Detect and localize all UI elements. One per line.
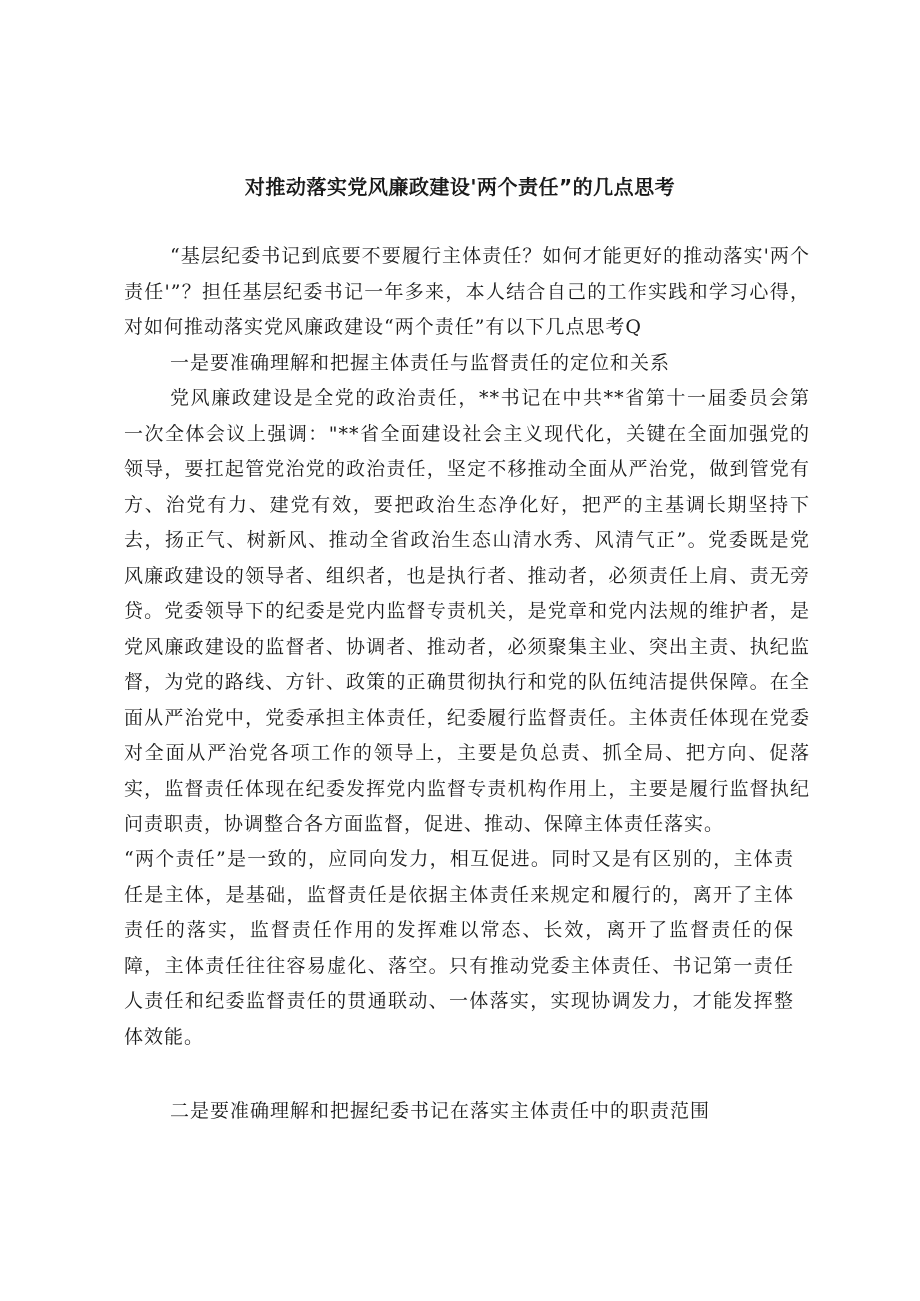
section-heading-2: 二是要准确理解和把握纪委书记在落实主体责任中的职责范围 — [170, 1100, 711, 1122]
body-paragraph-2: “两个责任”是一致的，应同向发力，相互促进。同时又是有区别的，主体责任是主体，是基础，监督责任是依据主体责任来规定和履行的，离开了主体责任的落实，监督责任作用的发挥难以常态、长效，离开了监督责任的保障，主体责任往往容易虚化、落空。只有推动党委主体责任、书记第一责任人责任和纪委监督责任的贯通联动、一体落实，实现协调发力，才能发挥整体效能。 — [124, 848, 794, 1048]
body-paragraph-1: 党风廉政建设是全党的政治责任，**书记在中共**省第十一届委员会第一次全体会议上强调："**省全面建设社会主义现代化，关键在全面加强党的领导，要扛起管党治党的政治责任，坚定不移推动全面从严治党，做到管党有方、治党有力、建党有效，要把政治生态净化好，把严的主基调长期坚持下去，扬正气、树新风、推动全省政治生态山清水秀、风清气正”。党委既是党风廉政建设的领导者、组织者，也是执行者、推动者，必须责任上肩、责无旁贷。党委领导下的纪委是党内监督专责机关，是党章和党内法规的维护者，是党风廉政建设的监督者、协调者、推动者，必须聚集主业、突出主责、执纪监督，为党的路线、方针、政策的正确贯彻执行和党的队伍纯洁提供保障。在全面从严治党中，党委承担主体责任，纪委履行监督责任。主体责任体现在党委对全面从严治党各项工作的领导上，主要是负总责、抓全局、把方向、促落实，监督责任体现在纪委发挥党内监督专责机构作用上，主要是履行监督执纪问责职责，协调整合各方面监督，促进、推动、保障主体责任落实。 — [124, 387, 810, 835]
document-title: 对推动落实党风廉政建设'两个责任”的几点思考 — [244, 175, 676, 199]
intro-paragraph: “基层纪委书记到底要不要履行主体责任？如何才能更好的推动落实'两个责任'”？担任基层纪委书记一年多来，本人结合自己的工作实践和学习心得，对如何推动落实党风廉政建设“两个责任”有以下几点思考Q — [124, 245, 810, 338]
section-heading-1: 一是要准确理解和把握主体责任与监督责任的定位和关系 — [170, 352, 671, 374]
